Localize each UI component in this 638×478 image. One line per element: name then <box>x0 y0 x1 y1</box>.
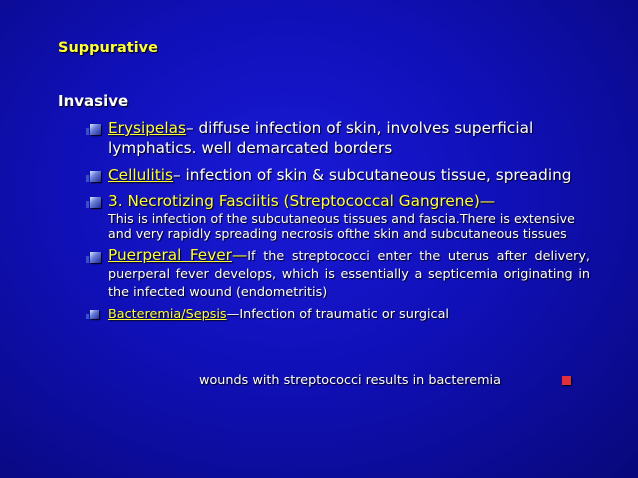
definition-erysipelas: – diffuse infection of skin, involves superficial lymphatics. well demarcated borders <box>108 119 534 157</box>
bullet-necrotizing-fasciitis <box>90 192 590 242</box>
bullet-bacteremia-sepsis <box>90 307 590 323</box>
section-heading: Invasive <box>58 92 129 110</box>
bullet-square-icon <box>90 252 101 263</box>
slide-title: Suppurative <box>58 40 158 56</box>
continuation-text: wounds with streptococci results in bacteremia <box>199 373 501 388</box>
bullet-square-icon <box>90 197 101 208</box>
bullet-square-icon <box>90 310 99 319</box>
term-dash: — <box>231 246 248 264</box>
bullet-puerperal-fever <box>90 247 590 301</box>
definition-puerperal-fever: If the streptococci enter the uterus after delivery, puerperal fever develops, which is essentially a septicemia originating in the infected wound (endometritis) <box>108 249 590 300</box>
term-necrotizing-fasciitis: 3. Necrotizing Fasciitis (Streptococcal Gangrene)— <box>108 191 496 210</box>
bullet-square-icon <box>90 171 101 182</box>
term-erysipelas: Erysipelas <box>108 119 186 137</box>
definition-cellulitis: – infection of skin & subcutaneous tissue, spreading <box>173 166 572 184</box>
definition-bacteremia-sepsis: —Infection of traumatic or surgical <box>226 307 449 322</box>
term-puerperal-fever: Puerperal Fever <box>108 246 232 264</box>
definition-necrotizing-fasciitis: This is infection of the subcutaneous tissues and fascia.There is extensive and very rapidly spreading necrosis ofthe skin and subcutaneous tissues <box>108 211 575 241</box>
term-bacteremia-sepsis: Bacteremia/Sepsis <box>108 307 227 322</box>
bullet-cellulitis <box>90 166 590 186</box>
red-square-icon <box>562 376 571 385</box>
bullet-square-icon <box>90 124 101 135</box>
bullet-erysipelas <box>90 119 590 158</box>
bullet-list <box>90 119 590 323</box>
term-cellulitis: Cellulitis <box>108 166 174 184</box>
